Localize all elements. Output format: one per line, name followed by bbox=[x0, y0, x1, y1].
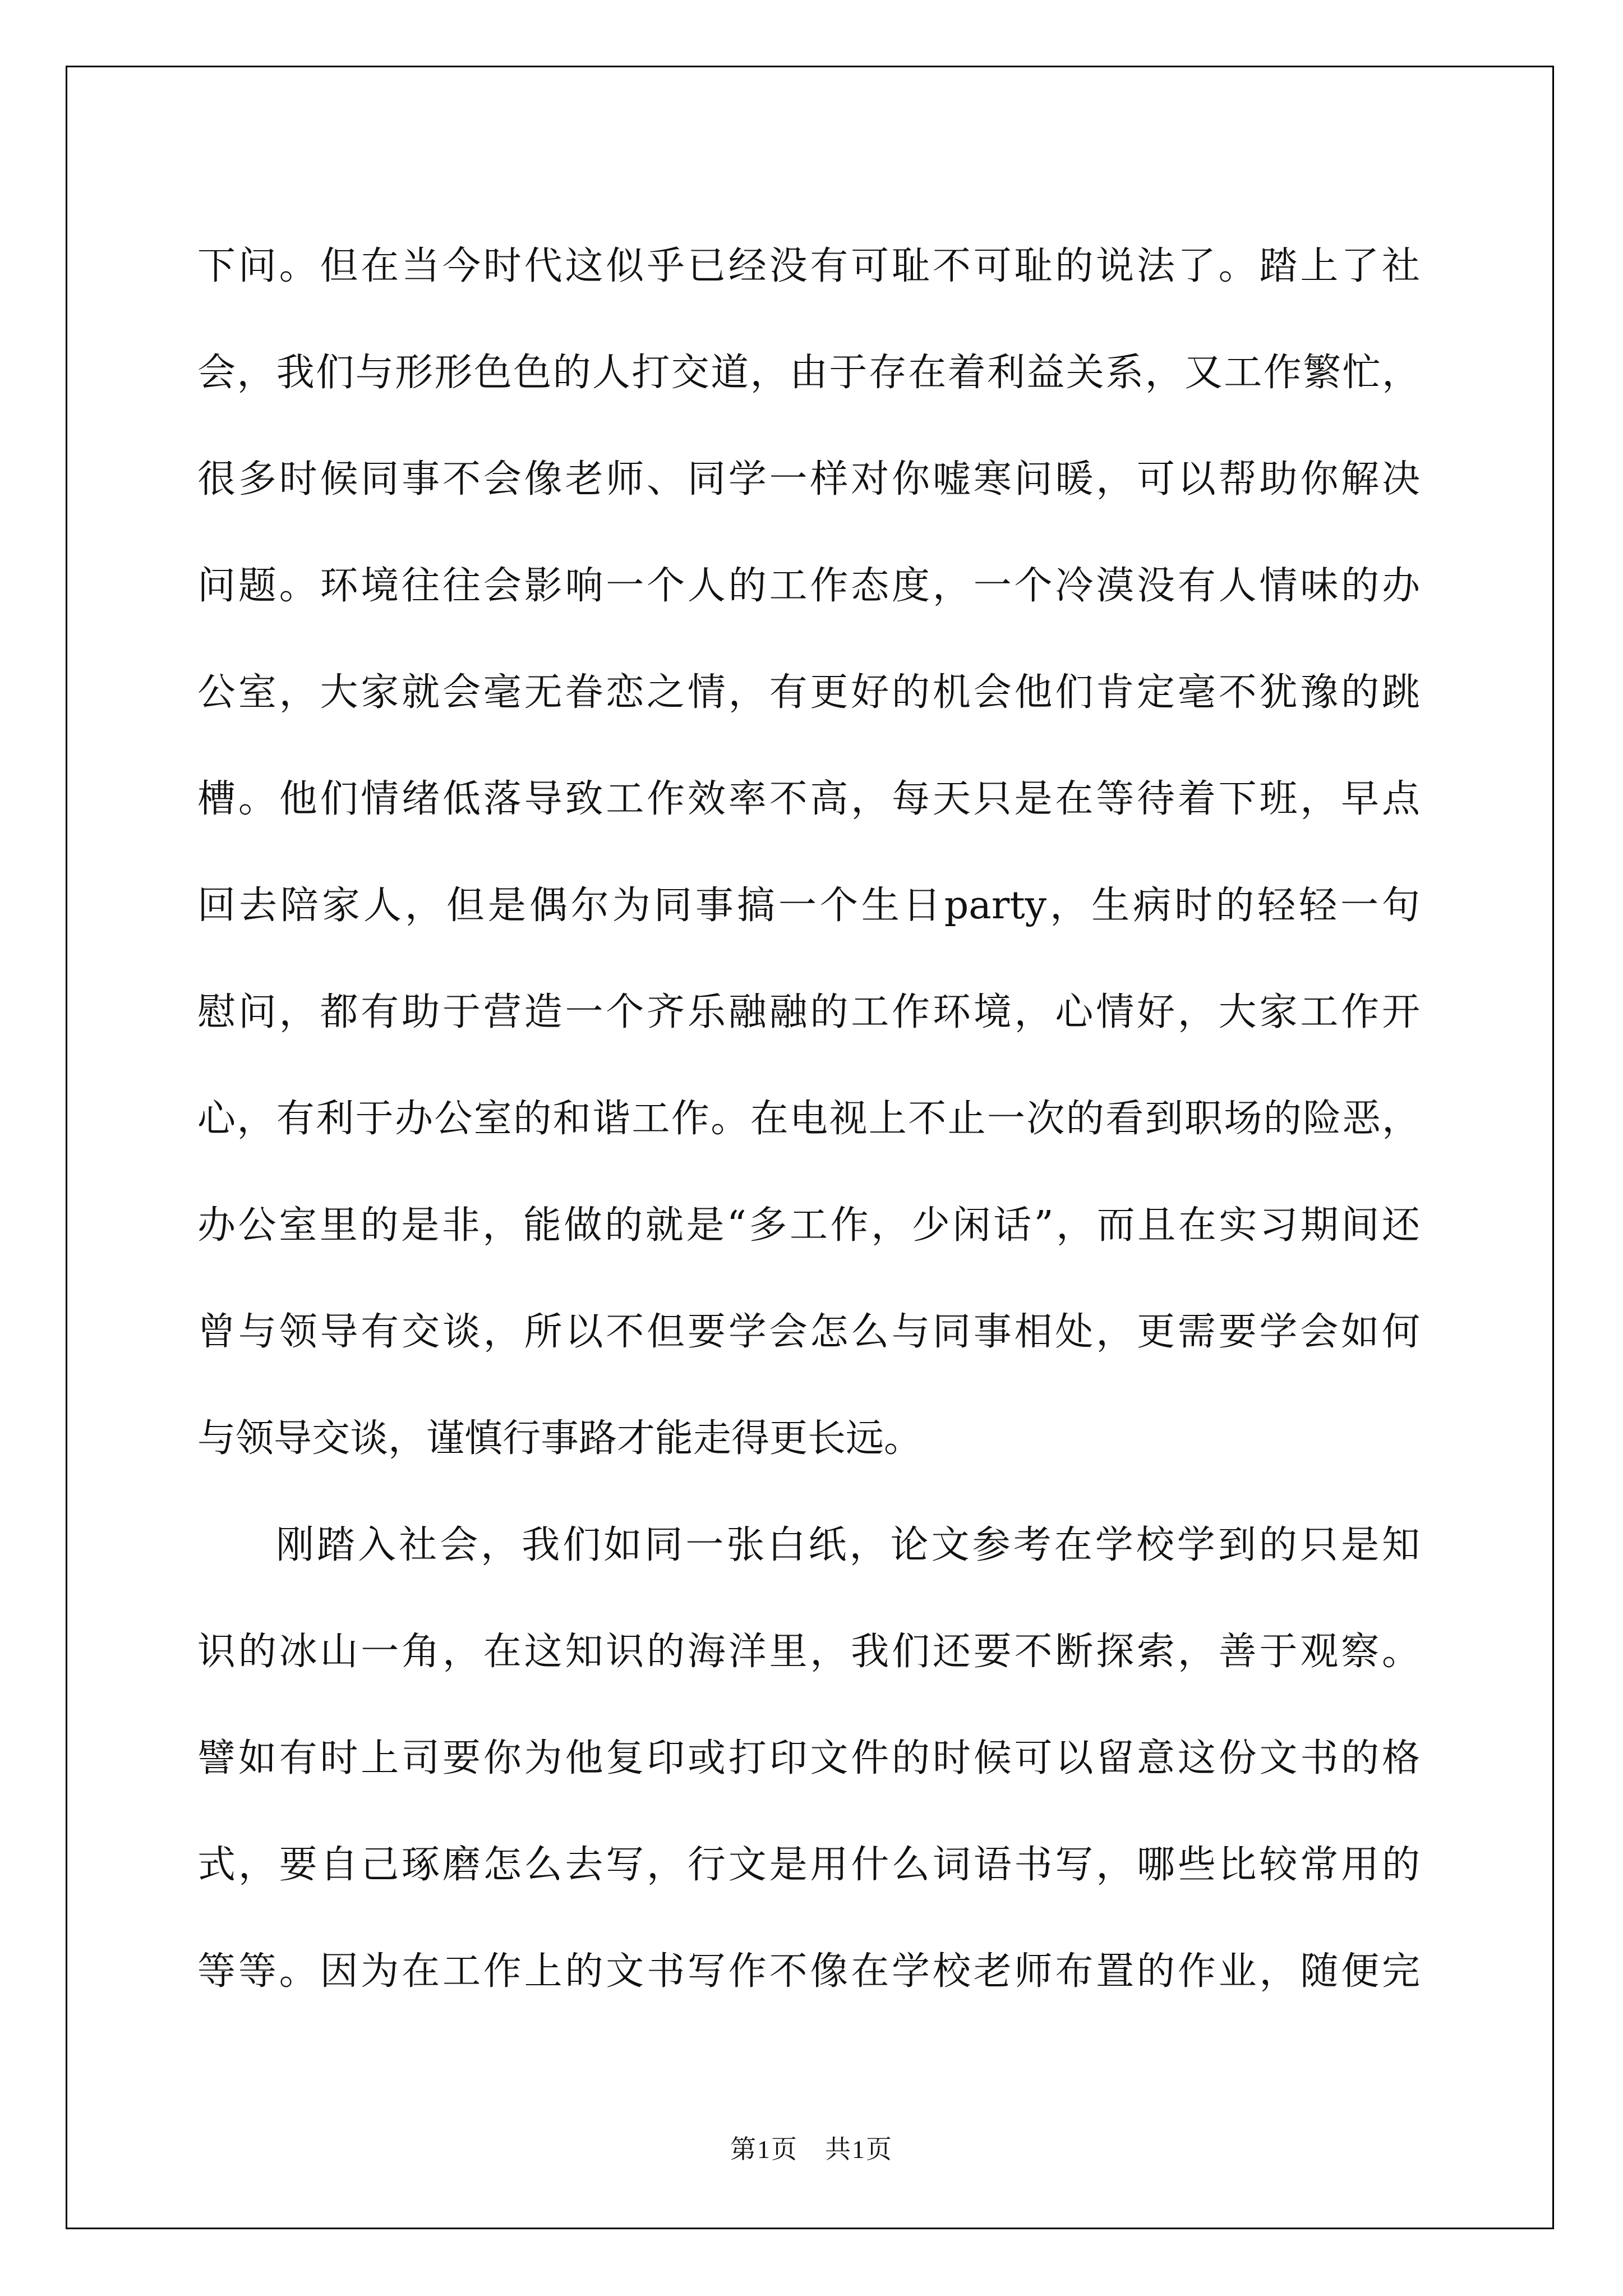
paragraph-1-line-10: 办公室里的是非，能做的就是“多工作，少闲话”，而且在实习期间还 bbox=[197, 1203, 1420, 1248]
paragraph-1-line-9: 心，有利于办公室的和谐工作。在电视上不止一次的看到职场的险恶， bbox=[197, 1097, 1420, 1141]
paragraph-1-line-11: 曾与领导有交谈，所以不但要学会怎么与同事相处，更需要学会如何 bbox=[197, 1310, 1420, 1354]
paragraph-2-line-3: 譬如有时上司要你为他复印或打印文件的时候可以留意这份文书的格 bbox=[197, 1736, 1420, 1780]
paragraph-1-line-3: 很多时候同事不会像老师、同学一样对你嘘寒问暖，可以帮助你解决 bbox=[197, 457, 1420, 501]
paragraph-1-line-1: 下问。但在当今时代这似乎已经没有可耻不可耻的说法了。踏上了社 bbox=[197, 244, 1420, 288]
paragraph-2-line-5: 等等。因为在工作上的文书写作不像在学校老师布置的作业，随便完 bbox=[197, 1949, 1420, 1994]
paragraph-1-line-7: 回去陪家人，但是偶尔为同事搞一个生日party，生病时的轻轻一句 bbox=[197, 884, 1420, 928]
paragraph-2-line-4: 式，要自己琢磨怎么去写，行文是用什么词语书写，哪些比较常用的 bbox=[197, 1843, 1420, 1887]
paragraph-1-line-4: 问题。环境往往会影响一个人的工作态度，一个冷漠没有人情味的办 bbox=[197, 564, 1420, 608]
paragraph-1-line-6: 槽。他们情绪低落导致工作效率不高，每天只是在等待着下班，早点 bbox=[197, 777, 1420, 821]
page-footer: 第1页 共1页 bbox=[730, 2135, 893, 2164]
document-body bbox=[197, 213, 1420, 2025]
paragraph-2-line-1: 刚踏入社会，我们如同一张白纸，论文参考在学校学到的只是知 bbox=[276, 1523, 1420, 1567]
paragraph-1-line-5: 公室，大家就会毫无眷恋之情，有更好的机会他们肯定毫不犹豫的跳 bbox=[197, 670, 1420, 715]
paragraph-1-line-12: 与领导交谈，谨慎行事路才能走得更长远。 bbox=[197, 1416, 923, 1461]
paragraph-2-line-2: 识的冰山一角，在这知识的海洋里，我们还要不断探索，善于观察。 bbox=[197, 1630, 1420, 1674]
paragraph-1-line-2: 会，我们与形形色色的人打交道，由于存在着利益关系，又工作繁忙， bbox=[197, 351, 1420, 395]
paragraph-1-line-8: 慰问，都有助于营造一个齐乐融融的工作环境，心情好，大家工作开 bbox=[197, 990, 1420, 1034]
